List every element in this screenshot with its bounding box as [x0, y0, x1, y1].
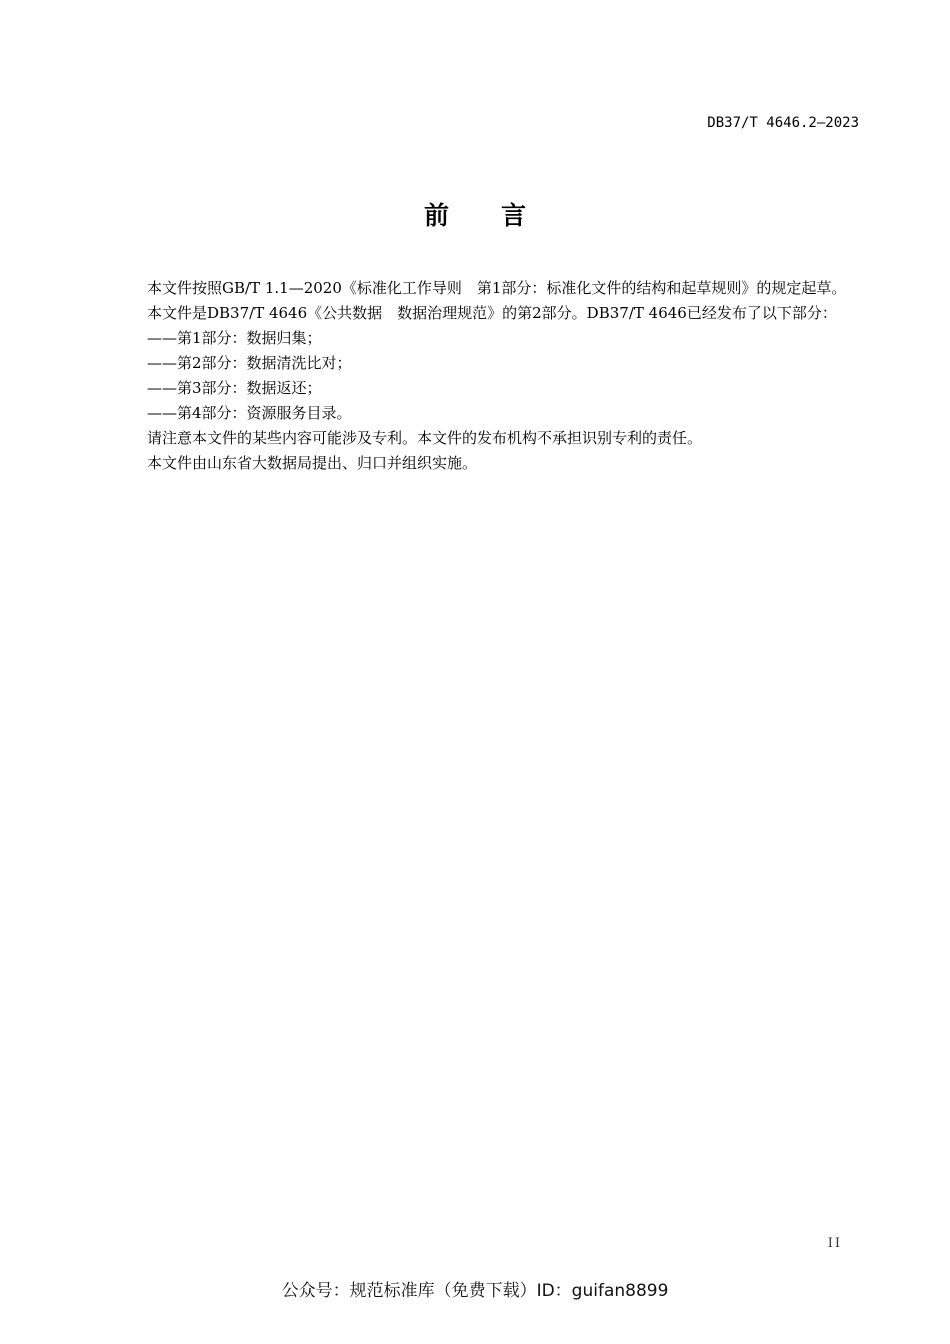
paragraph-proposer: 本文件由山东省大数据局提出、归口并组织实施。 — [147, 454, 478, 472]
footer-watermark: 公众号：规范标准库（免费下载）ID：guifan8899 — [281, 1281, 669, 1301]
paragraph-patent-notice: 请注意本文件的某些内容可能涉及专利。本文件的发布机构不承担识别专利的责任。 — [147, 429, 703, 447]
list-item-part-3: ——第3部分：数据返还； — [147, 379, 322, 397]
paragraph-basis: 本文件按照GB/T 1.1—2020《标准化工作导则 第1部分：标准化文件的结构和起草规则》的规定起草。 — [147, 279, 847, 297]
list-item-part-1: ——第1部分：数据归集； — [147, 329, 322, 347]
document-code: DB37/T 4646.2—2023 — [707, 115, 859, 131]
list-item-part-4: ——第4部分：资源服务目录。 — [147, 404, 352, 422]
page-number: II — [827, 1236, 842, 1251]
list-item-part-2: ——第2部分：数据清洗比对； — [147, 354, 352, 372]
body-text — [113, 276, 859, 476]
page-title: 前言 — [423, 201, 578, 230]
paragraph-parts-intro: 本文件是DB37/T 4646《公共数据 数据治理规范》的第2部分。DB37/T 4646已经发布了以下部分： — [147, 304, 837, 322]
